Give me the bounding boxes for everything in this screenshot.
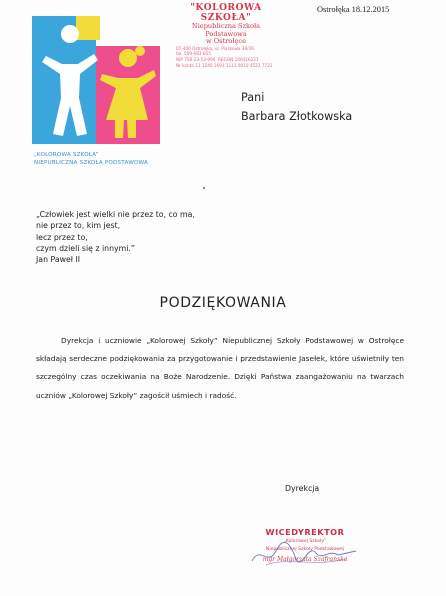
quote-line: lecz przez to,	[36, 232, 88, 242]
school-logo	[32, 16, 160, 144]
stamp-line3: 07-400 Ostrołęka, ul. Piaskowa 38/36	[176, 45, 254, 51]
quote-line: nie przez to, kim jest,	[36, 221, 121, 231]
logo-caption-line1: „KOLOROWA SZKOŁA”	[34, 152, 99, 158]
body-paragraph: Dyrekcja i uczniowie „Kolorowej Szkoły” Niepublicznej Szkoły Podstawowej w Ostrołęce składają serdeczne podziękowania za przygotowanie i przedstawienie Jasełek, które uświetniły ten szczególny czas oczekiwania na Boże Narodzenie. Dzięki Państwa zaangażowaniu na twarzach uczniów „Kolorowej Szkoły” zagościł uśmiech i radość.	[36, 336, 404, 400]
stamp-school-line1: „Kolorowej Szkoły”	[283, 539, 327, 544]
logo-caption	[34, 151, 148, 167]
stamp-line1: Niepubliczna Szkoła Podstawowa	[191, 22, 261, 38]
letterhead-stamp	[176, 3, 276, 68]
recipient-name: Barbara Złotkowska	[241, 110, 353, 123]
stamp-line5: NIP 758-23-53-994, REGON 146416221	[176, 56, 259, 62]
logo-caption-line2: NIEPUBLICZNA SZKOŁA PODSTAWOWA	[34, 160, 148, 166]
quote-line: czym dzieli się z innymi.”	[36, 243, 135, 253]
stamp-line2: w Ostrołęce	[206, 37, 246, 46]
signoff: Dyrekcja	[285, 484, 320, 493]
handwritten-signature	[246, 537, 362, 573]
recipient-salutation: Pani	[241, 91, 265, 104]
letter-heading: PODZIĘKOWANIA	[159, 295, 287, 311]
quote-line: „Człowiek jest wielki nie przez to, co ma,	[36, 210, 195, 219]
recipient-block	[241, 88, 352, 126]
stamp-role: WICEDYREKTOR	[265, 527, 345, 537]
letter-date: Ostrołęka 18.12.2015	[317, 5, 390, 14]
quote-block	[36, 209, 195, 265]
logo-yellow-square	[76, 16, 100, 40]
stamp-name: mgr Małgorzata Szafrańska	[262, 556, 348, 563]
letter-body	[36, 332, 404, 405]
stamp-line6: Nr konta 13 1240 1691 1111 0010 4522 7721	[176, 62, 273, 68]
stamp-school-line2: Niepublicznej Szkoły Podstawowej	[265, 547, 345, 552]
scan-dot	[203, 187, 205, 189]
stamp-line4: tel. 509-681-655	[176, 51, 212, 57]
stamp-title: "KOLOROWA SZKOŁA"	[190, 3, 262, 23]
quote-author: Jan Paweł II	[36, 255, 81, 265]
